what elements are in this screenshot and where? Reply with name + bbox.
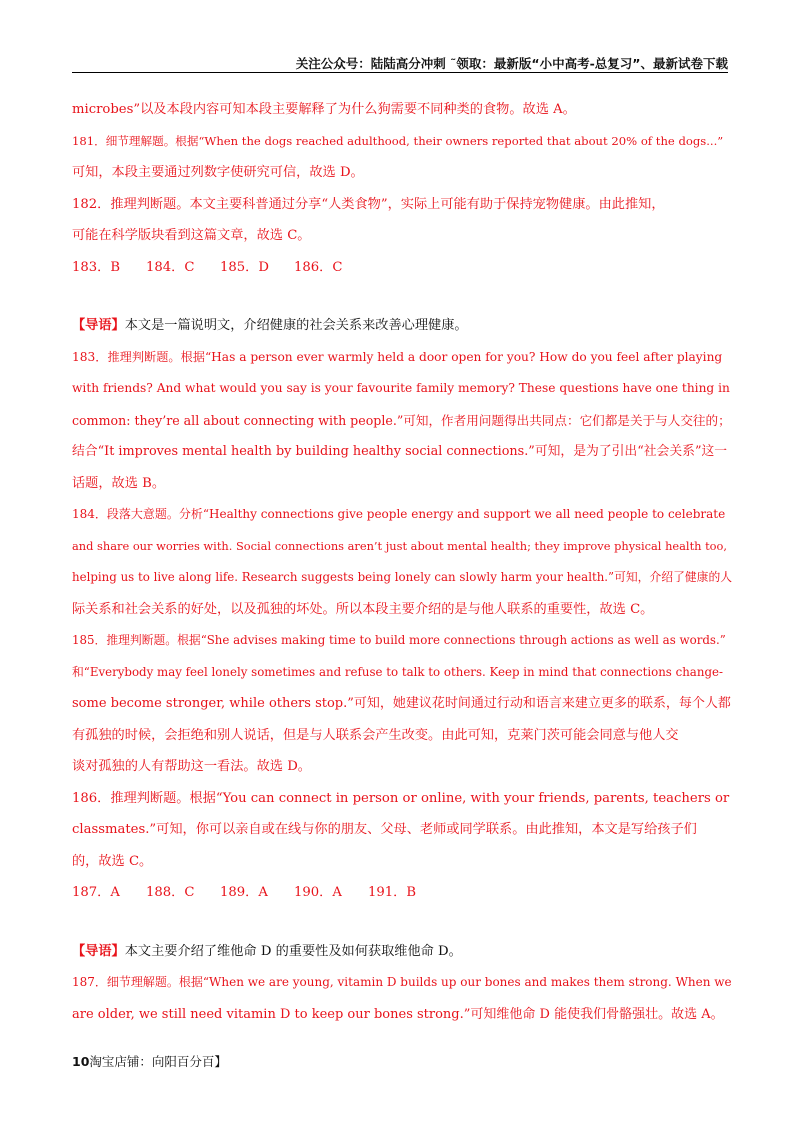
answer-key-item: 184．C [146, 259, 195, 275]
q185-explanation-line: 和“Everybody may feel lonely sometimes and refuse to talk to others. Keep in mind that connections change- [72, 664, 723, 679]
q185-explanation-line: 有孤独的时候，会拒绝和别人说话，但是与人联系会产生改变。由此可知，克莱门茨可能会同意与他人交 [72, 727, 679, 743]
q185-explanation-line: 185．推理判断题。根据“She advises making time to build more connections through actions as well as words.” [72, 633, 726, 647]
q183-explanation-line: common: they’re all about connecting with people.”可知，作者用问题得出共同点：它们都是关于与人交往的； [72, 412, 731, 428]
guide-text: 本文是一篇说明文，介绍健康的社会关系来改善心理健康。 [124, 318, 468, 333]
footer-shop-text: 淘宝店铺：向阳百分百】 [89, 1054, 227, 1069]
q186-explanation-line: classmates.”可知，你可以亲自或在线与你的朋友、父母、老师或同学联系。由此推知，本文是写给孩子们 [72, 822, 697, 837]
answer-key-item: 185．D [220, 259, 269, 275]
header-divider [72, 72, 728, 73]
q185-explanation-line: 谈对孤独的人有帮助这一看法。故选 D。 [72, 759, 311, 774]
q183-explanation-line: with friends? And what would you say is your favourite family memory? These questions have one thing in [72, 381, 730, 395]
guide-intro [72, 936, 732, 968]
answer-key-item: 186．C [294, 259, 343, 275]
guide-intro [72, 310, 732, 342]
q186-explanation-line: 的，故选 C。 [72, 853, 153, 869]
q186-explanation-line: 186．推理判断题。根据“You can connect in person or online, with your friends, parents, teachers or [72, 790, 730, 806]
q187-explanation-line: 187．细节理解题。根据“When we are young, vitamin D builds up our bones and makes them strong. When we [72, 975, 732, 989]
guide-tag: 【导语】 [72, 318, 125, 333]
answer-key-item: 188．C [146, 885, 195, 900]
answer-explanations [72, 94, 732, 1030]
answer-key-item: 187．A [72, 885, 120, 900]
answer-key-item: 183．B [72, 259, 121, 275]
q184-explanation-line: helping us to live along life. Research suggests being lonely can slowly harm your health.”可知，介绍了健康的人 [72, 570, 733, 584]
q184-explanation-line: 际关系和社会关系的好处，以及孤独的坏处。所以本段主要介绍的是与他人联系的重要性，故选 C。 [72, 601, 654, 617]
q187-explanation-line: are older, we still need vitamin D to keep our bones strong.”可知维他命 D 能使我们骨骼强壮。故选 A。 [72, 1006, 724, 1022]
page-number: 10 [72, 1054, 90, 1069]
answer-key-item: 191．B [368, 885, 417, 900]
page-header: 关注公众号：陆陆高分冲刺 ˜领取：最新版“小中高考-总复习”、最新试卷下载 [295, 56, 728, 71]
q182-explanation-line: 可能在科学版块看到这篇文章，故选 C。 [72, 228, 311, 243]
answer-key-row [72, 877, 732, 909]
q184-explanation-line: 184．段落大意题。分析“Healthy connections give people energy and support we all need people to celebrate [72, 507, 726, 521]
q185-explanation-line: some become stronger, while others stop.”可知，她建议花时间通过行动和语言来建立更多的联系，每个人都 [72, 696, 731, 711]
answer-key-item: 189．A [220, 885, 268, 900]
q183-explanation-line: 183．推理判断题。根据“Has a person ever warmly held a door open for you? How do you feel after playing [72, 349, 723, 364]
q183-explanation-line: 话题，故选 B。 [72, 475, 166, 491]
answer-key-item: 190．A [294, 885, 342, 900]
q183-explanation-line: 结合“It improves mental health by building healthy social connections.”可知，是为了引出“社会关系”这一 [72, 444, 728, 459]
q181-explanation-line: 可知，本段主要通过列数字使研究可信，故选 D。 [72, 165, 364, 180]
q181-explanation-line: 181．细节理解题。根据“When the dogs reached adulthood, their owners reported that about 20% of the dogs...” [72, 133, 724, 148]
guide-text: 本文主要介绍了维他命 D 的重要性及如何获取维他命 D。 [124, 943, 462, 959]
answer-key-row [72, 252, 732, 284]
q180-explanation-tail: microbes”以及本段内容可知本段主要解释了为什么狗需要不同种类的食物。故选 A。 [72, 102, 576, 117]
q184-explanation-line: and share our worries with. Social connections aren’t just about mental health; they improve physical health too, [72, 538, 728, 553]
q182-explanation-line: 182．推理判断题。本文主要科普通过分享“人类食物”，实际上可能有助于保持宠物健康。由此推知， [72, 196, 665, 212]
page-footer [72, 1052, 227, 1070]
guide-tag: 【导语】 [72, 943, 125, 959]
